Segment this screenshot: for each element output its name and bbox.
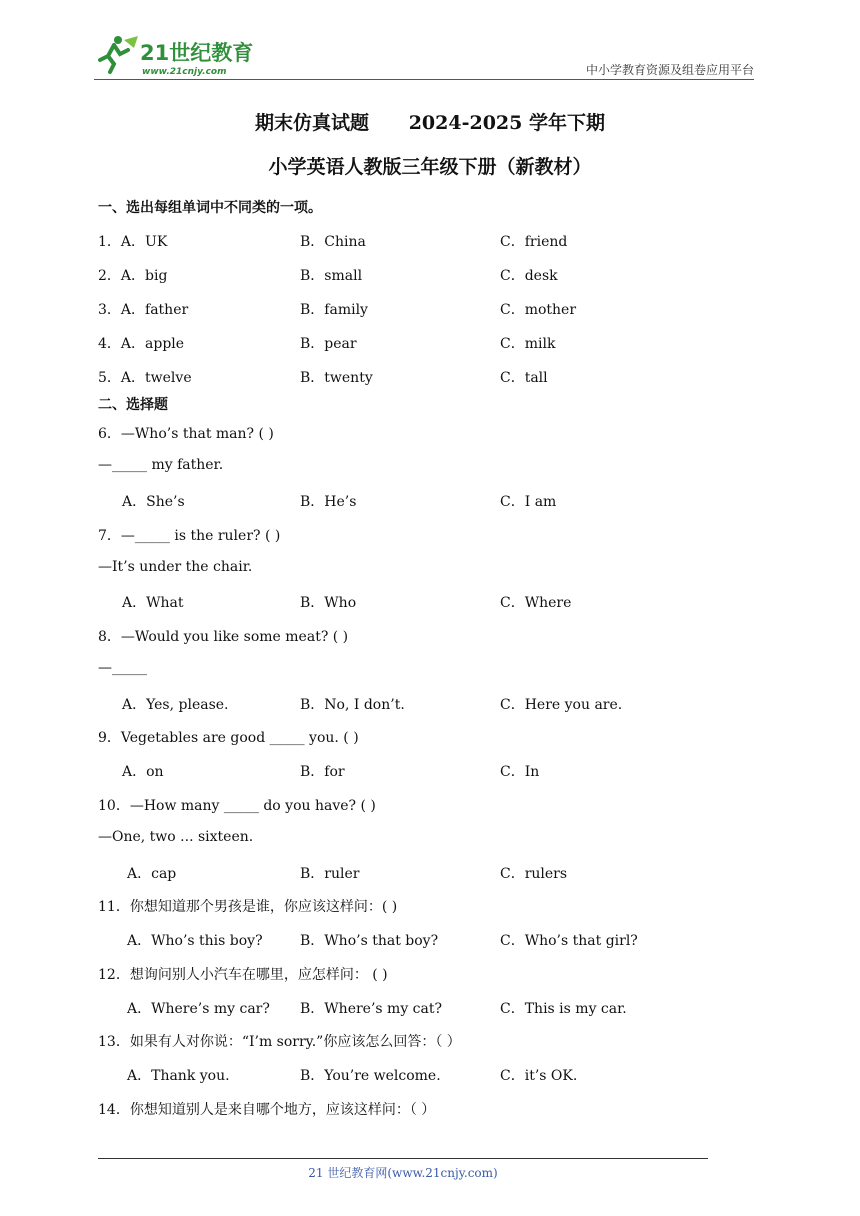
option-c: C．friend [500,234,568,250]
option-b: B．small [300,268,363,284]
option-a: A．Yes, please. [122,697,229,713]
option-b: B．China [300,234,366,250]
option-b: B．pear [300,336,357,352]
option-a: A．twelve [120,370,192,386]
option-c: C．tall [500,370,548,386]
option-a: A．Who’s this boy? [127,933,263,949]
option-c: C．I am [500,494,557,510]
question-9: 9．Vegetables are good _____ you. ( ) [98,730,359,746]
option-b: B．Who’s that boy? [300,933,439,949]
option-c: C．Who’s that girl? [500,933,638,949]
question-1 [98,231,167,251]
option-c: C．In [500,764,540,780]
option-a: A．Where’s my car? [127,1001,270,1017]
option-b: B．family [300,302,368,318]
option-c: C．Where [500,595,572,611]
question-7-dialogue: —It’s under the chair. [98,559,253,575]
question-2 [98,265,167,285]
exam-title: 期末仿真试题 2024-2025 学年下期 [255,112,605,134]
option-a: A．Thank you. [127,1068,230,1084]
question-8-dialogue: —_____ [98,660,147,676]
question-4 [98,333,184,353]
option-c: C．desk [500,268,558,284]
question-11: 11．你想知道那个男孩是谁，你应该这样问：( ) [98,899,398,915]
logo-url: www.21cnjy.com [142,67,227,77]
option-b: B．You’re welcome. [300,1068,441,1084]
question-7: 7．—_____ is the ruler? ( ) [98,528,281,544]
question-number: 2． [98,268,121,284]
option-a: A．on [122,764,164,780]
question-number: 3． [98,302,121,318]
option-b: B．ruler [300,866,360,882]
question-8: 8．—Would you like some meat? ( ) [98,629,349,645]
option-c: C．mother [500,302,577,318]
header-divider [94,79,754,80]
option-c: C．it’s OK. [500,1068,578,1084]
question-12: 12．想询问别人小汽车在哪里，应怎样问： ( ) [98,967,388,983]
footer-divider [98,1158,708,1159]
question-14: 14．你想知道别人是来自哪个地方，应该这样问：（ ） [98,1102,436,1118]
option-a: A．father [120,302,189,318]
section-heading: 二、选择题 [98,397,168,413]
option-a: A．big [120,268,168,284]
header-platform-text: 中小学教育资源及组卷应用平台 [585,63,754,77]
question-10: 10．—How many _____ do you have? ( ) [98,798,376,814]
option-a: A．She’s [122,494,185,510]
question-number: 5． [98,370,121,386]
footer-link[interactable]: 21 世纪教育网(www.21cnjy.com) [308,1166,498,1180]
section-heading: 一、选出每组单词中不同类的一项。 [98,200,322,216]
exam-subtitle: 小学英语人教版三年级下册（新教材） [268,156,592,178]
option-c: C．This is my car. [500,1001,627,1017]
option-a: A．UK [120,234,168,250]
option-b: B．He’s [300,494,357,510]
question-5 [98,367,192,387]
option-a: A．cap [127,866,177,882]
question-3 [98,299,188,319]
21cnjy-logo [94,34,264,78]
question-number: 1． [98,234,121,250]
question-6: 6．—Who’s that man? ( ) [98,426,274,442]
logo-text: 21世纪教育 [140,41,254,65]
option-b: B．Who [300,595,357,611]
question-10-dialogue: —One, two ... sixteen. [98,829,254,845]
question-6-dialogue: —_____ my father. [98,457,224,473]
option-b: B．for [300,764,345,780]
option-a: A．What [122,595,184,611]
runner-icon [100,36,138,72]
option-b: B．Where’s my cat? [300,1001,442,1017]
question-13: 13．如果有人对你说：“I’m sorry.”你应该怎么回答：（ ） [98,1034,461,1050]
question-number: 4． [98,336,121,352]
option-c: C．milk [500,336,556,352]
option-b: B．twenty [300,370,373,386]
option-a: A．apple [120,336,185,352]
option-c: C．Here you are. [500,697,623,713]
option-c: C．rulers [500,866,568,882]
option-b: B．No, I don’t. [300,697,405,713]
